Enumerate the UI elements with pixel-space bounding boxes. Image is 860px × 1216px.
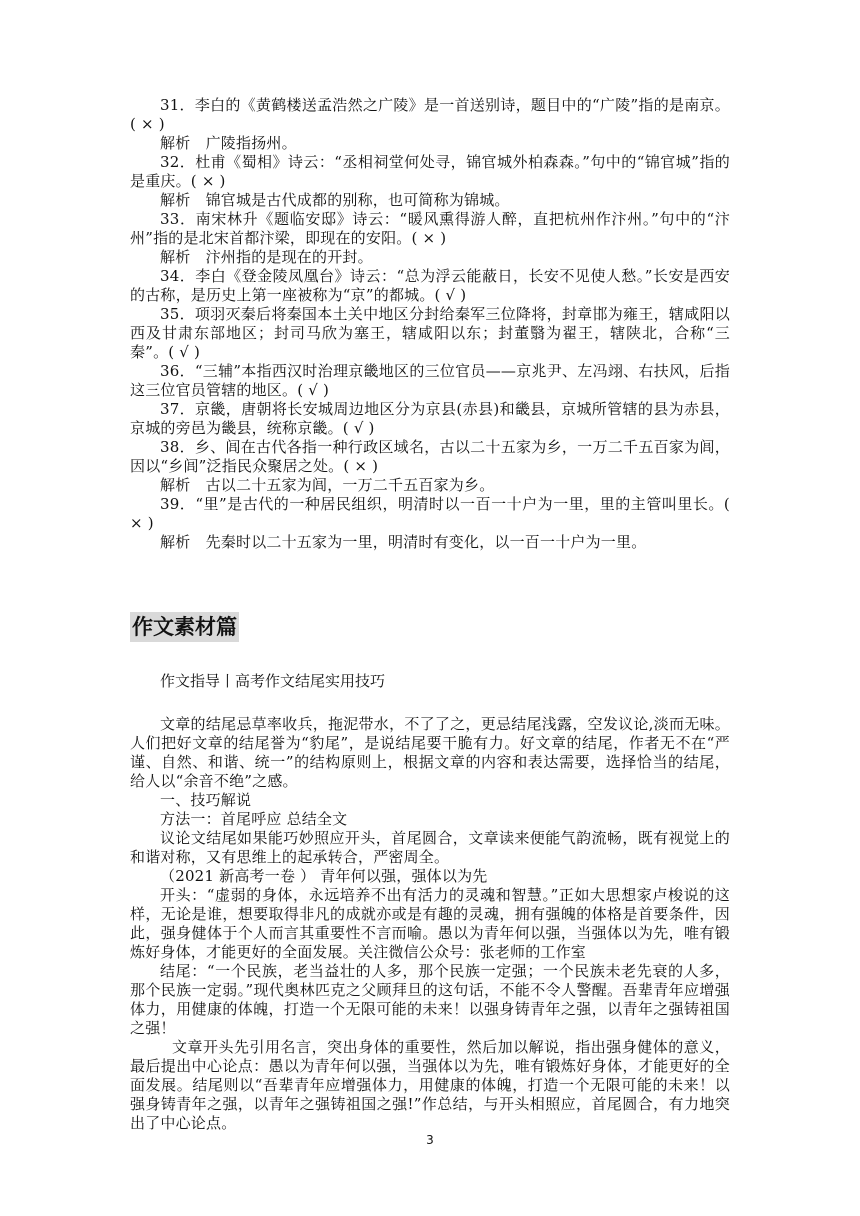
essay-body: [130, 715, 730, 1133]
essay-heading: 一、技巧解说: [160, 791, 252, 809]
section-title: 作文素材篇: [130, 612, 239, 642]
page-number: 3: [426, 1133, 434, 1147]
analysis-32: 解析 锦官城是古代成都的别称，也可简称为锦城。: [160, 191, 510, 209]
question-34: 34．李白《登金陵凤凰台》诗云：“总为浮云能蔽日，长安不见使人愁。”长安是西安的古称，是历史上第一座被称为“京”的都城。( √ ): [130, 267, 730, 304]
example-ending: 结尾：“一个民族，老当益壮的人多，那个民族一定强；一个民族未老先衰的人多，那个民族一定弱。”现代奥林匹克之父顾拜旦的这句话，不能不令人警醒。吾辈青年应增强体力，用健康的体魄，打造一个无限可能的未来！以强身铸青年之强，以青年之强铸祖国之强！: [130, 962, 730, 1037]
question-39: 39．“里”是古代的一种居民组织，明清时以一百一十户为一里，里的主管叫里长。( × ): [130, 495, 730, 532]
example-title: （2021 新高考一卷 ） 青年何以强，强体以为先: [160, 867, 488, 885]
question-31: 31．李白的《黄鹤楼送孟浩然之广陵》是一首送别诗，题目中的“广陵”指的是南京。( × ): [130, 96, 730, 133]
example-commentary: 文章开头先引用名言，突出身体的重要性，然后加以解说，指出强身健体的意义，最后提出中心论点：愚以为青年何以强，当强体以为先，唯有锻炼好身体，才能更好的全面发展。结尾则以“吾辈青年应增强体力，用健康的体魄，打造一个无限可能的未来！以强身铸青年之强，以青年之强铸祖国之强!”作总结，与开头相照应，首尾圆合，有力地突出了中心论点。: [130, 1038, 730, 1132]
essay-intro: 文章的结尾忌草率收兵，拖泥带水，不了了之，更忌结尾浅露，空发议论,淡而无味。人们把好文章的结尾誉为“豹尾”，是说结尾要干脆有力。好文章的结尾，作者无不在“严谨、自然、和谐、统一”的结构原则上，根据文章的内容和表达需要，选择恰当的结尾，给人以“余音不绝”之感。: [130, 715, 730, 790]
question-36: 36．“三辅”本指西汉时治理京畿地区的三位官员——京兆尹、左冯翊、右扶风，后指这三位官员管辖的地区。( √ ): [130, 362, 730, 399]
question-list: [130, 96, 730, 552]
analysis-39: 解析 先秦时以二十五家为一里，明清时有变化，以一百一十户为一里。: [160, 533, 647, 551]
question-35: 35．项羽灭秦后将秦国本土关中地区分封给秦军三位降将，封章邯为雍王，辖咸阳以西及甘肃东部地区；封司马欣为塞王，辖咸阳以东；封董翳为翟王，辖陕北，合称“三秦”。( √ ): [130, 305, 730, 361]
question-33: 33．南宋林升《题临安邸》诗云：“暖风熏得游人醉，直把杭州作汴州。”句中的“汴州”指的是北宋首都汴梁，即现在的安阳。( × ): [130, 210, 730, 247]
question-38: 38．乡、闾在古代各指一种行政区域名，古以二十五家为乡，一万二千五百家为闾，因以“乡闾”泛指民众聚居之处。( × ): [130, 438, 730, 475]
question-37: 37．京畿，唐朝将长安城周边地区分为京县(赤县)和畿县，京城所管辖的县为赤县，京城的旁邑为畿县，统称京畿。( √ ): [130, 400, 730, 437]
question-32: 32．杜甫《蜀相》诗云：“丞相祠堂何处寻，锦官城外柏森森。”句中的“锦官城”指的是重庆。( × ): [130, 153, 730, 190]
analysis-31: 解析 广陵指扬州。: [160, 134, 297, 152]
method-description: 议论文结尾如果能巧妙照应开头，首尾圆合，文章读来便能气韵流畅，既有视觉上的和谐对称，又有思维上的起承转合，严密周全。: [130, 829, 730, 866]
page-content: [130, 96, 730, 1133]
analysis-33: 解析 汴州指的是现在的开封。: [160, 248, 373, 266]
analysis-38: 解析 古以二十五家为闾，一万二千五百家为乡。: [160, 476, 495, 494]
method-heading: 方法一：首尾呼应 总结全文: [160, 810, 348, 828]
section-subtitle: 作文指导丨高考作文结尾实用技巧: [160, 672, 386, 690]
example-opening: 开头：“虚弱的身体，永远培养不出有活力的灵魂和智慧。”正如大思想家卢梭说的这样，无论是谁，想要取得非凡的成就亦或是有趣的灵魂，拥有强魄的体格是首要条件，因此，强身健体于个人而言其重要性不言而喻。愚以为青年何以强，当强体以为先，唯有锻炼好身体，才能更好的全面发展。关注微信公众号：张老师的工作室: [130, 886, 730, 961]
